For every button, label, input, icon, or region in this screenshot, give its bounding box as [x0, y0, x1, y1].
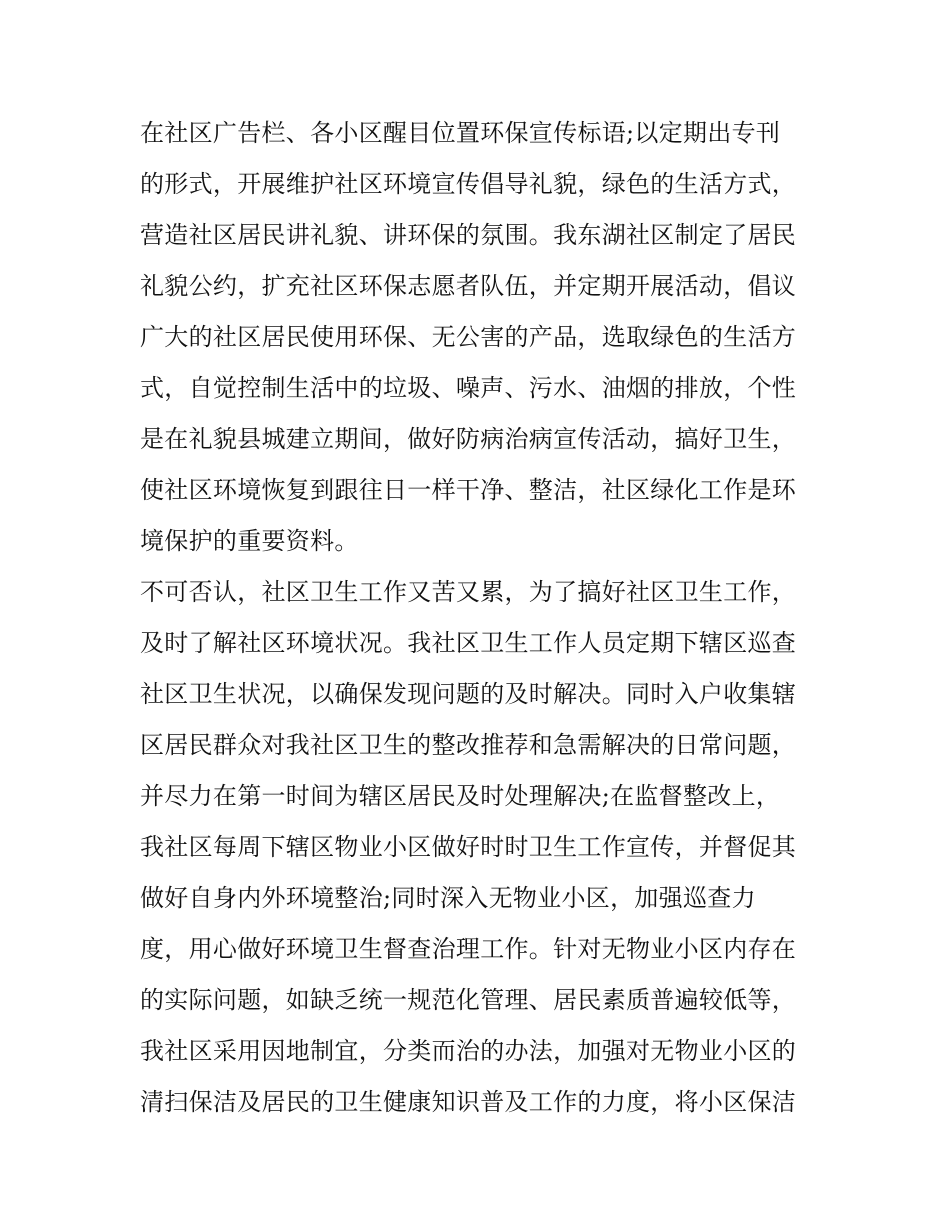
text-line-16: 做好自身内外环境整治;同时深入无物业小区，加强巡查力	[140, 884, 756, 912]
text-line-17: 度，用心做好环境卫生督查治理工作。针对无物业小区内存在	[140, 935, 797, 963]
text-line-7: 是在礼貌县城建立期间，做好防病治病宣传活动，搞好卫生，	[140, 425, 797, 453]
text-line-14: 并尽力在第一时间为辖区居民及时处理解决;在监督整改上，	[140, 782, 781, 810]
text-line-6: 式，自觉控制生活中的垃圾、噪声、污水、油烟的排放，个性	[140, 374, 797, 402]
text-line-19: 我社区采用因地制宜，分类而治的办法，加强对无物业小区的	[140, 1037, 797, 1065]
document-body	[140, 108, 830, 1128]
text-line-4: 礼貌公约，扩充社区环保志愿者队伍，并定期开展活动，倡议	[140, 272, 797, 300]
text-line-20: 清扫保洁及居民的卫生健康知识普及工作的力度，将小区保洁	[140, 1088, 797, 1116]
text-line-1: 在社区广告栏、各小区醒目位置环保宣传标语;以定期出专刊	[140, 119, 781, 147]
text-line-10: 不可否认，社区卫生工作又苦又累，为了搞好社区卫生工作，	[140, 578, 797, 606]
text-line-12: 社区卫生状况，以确保发现问题的及时解决。同时入户收集辖	[140, 680, 797, 708]
text-line-15: 我社区每周下辖区物业小区做好时时卫生工作宣传，并督促其	[140, 833, 797, 861]
text-line-5: 广大的社区居民使用环保、无公害的产品，选取绿色的生活方	[140, 323, 797, 351]
text-line-3: 营造社区居民讲礼貌、讲环保的氛围。我东湖社区制定了居民	[140, 221, 797, 249]
text-line-8: 使社区环境恢复到跟往日一样干净、整洁，社区绿化工作是环	[140, 476, 797, 504]
text-line-9: 境保护的重要资料。	[140, 527, 359, 555]
text-line-13: 区居民群众对我社区卫生的整改推荐和急需解决的日常问题，	[140, 731, 797, 759]
text-line-11: 及时了解社区环境状况。我社区卫生工作人员定期下辖区巡查	[140, 629, 797, 657]
text-line-18: 的实际问题，如缺乏统一规范化管理、居民素质普遍较低等，	[140, 986, 797, 1014]
text-line-2: 的形式，开展维护社区环境宣传倡导礼貌，绿色的生活方式，	[140, 170, 797, 198]
